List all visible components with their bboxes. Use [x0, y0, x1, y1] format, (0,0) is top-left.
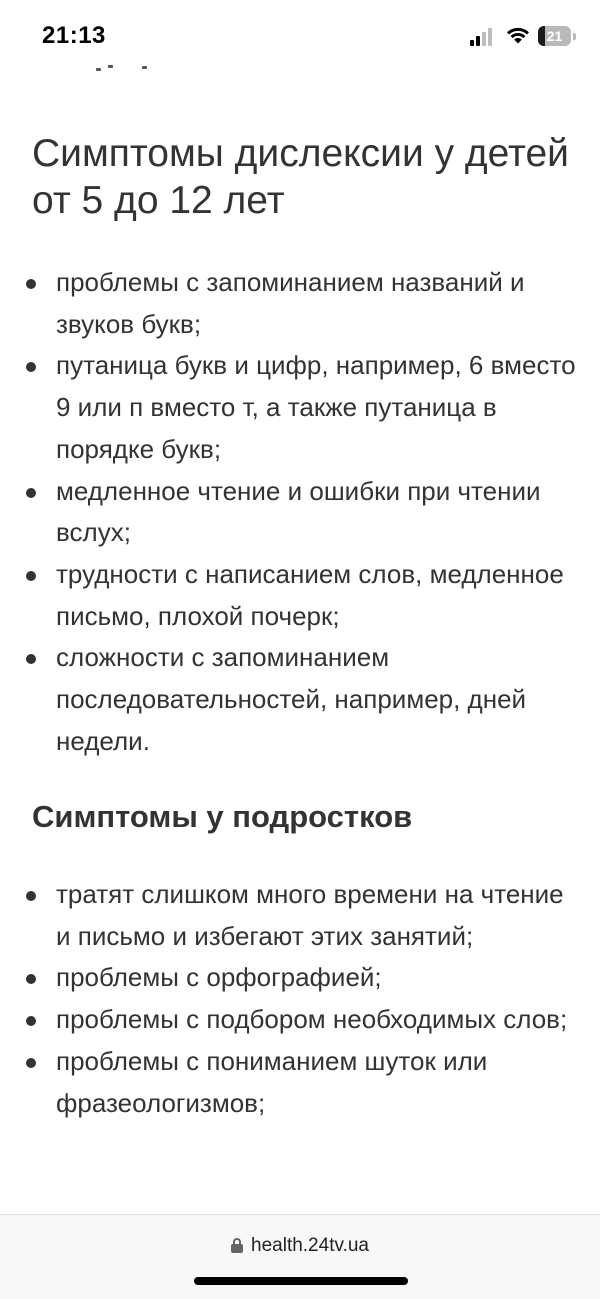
teen-symptoms-list — [0, 874, 600, 1124]
bullet-icon — [26, 891, 36, 901]
list-item — [0, 471, 600, 554]
list-item — [0, 345, 600, 470]
wifi-icon — [505, 25, 531, 45]
bullet-icon — [26, 654, 36, 664]
lock-icon — [231, 1238, 243, 1252]
teen-section-heading: Симптомы у подростков — [32, 799, 413, 834]
bullet-icon — [26, 974, 36, 984]
bullet-icon — [26, 279, 36, 289]
battery-icon — [538, 26, 576, 46]
bullet-icon — [26, 488, 36, 498]
signal-bar — [488, 28, 492, 46]
list-item — [0, 262, 600, 345]
home-indicator[interactable] — [194, 1277, 408, 1285]
list-item-text: сложности с запоминанием последовательностей, например, дней недели. — [56, 642, 527, 756]
status-bar — [0, 0, 600, 72]
browser-address-bar[interactable] — [0, 1214, 600, 1299]
list-item — [0, 957, 600, 999]
cut-off-text-fragment — [96, 62, 156, 72]
url-text[interactable]: health.24tv.ua — [251, 1235, 369, 1256]
bullet-icon — [26, 571, 36, 581]
url-display[interactable] — [0, 1235, 600, 1257]
list-item-text: тратят слишком много времени на чтение и письмо и избегают этих занятий; — [56, 879, 564, 951]
signal-bar — [476, 36, 480, 46]
list-item-text: проблемы с пониманием шуток или фразеологизмов; — [56, 1045, 488, 1118]
bullet-icon — [26, 362, 36, 372]
list-item-text: путаница букв и цифр, например, 6 вместо 9 или п вместо т, а также путаница в порядке букв; — [56, 350, 576, 464]
bullet-icon — [26, 1016, 36, 1026]
list-item-text: проблемы с запоминанием названий и звуков букв; — [56, 267, 525, 339]
list-item-text: медленное чтение и ошибки при чтении вслух; — [56, 475, 541, 548]
list-item — [0, 1041, 600, 1124]
battery-level: 21 — [546, 28, 563, 44]
signal-bar — [482, 32, 486, 46]
article-heading: Симптомы дислексии у детей от 5 до 12 лет — [32, 132, 569, 222]
signal-icon — [470, 28, 496, 46]
list-item — [0, 637, 600, 762]
signal-bar — [470, 40, 474, 46]
bullet-icon — [26, 1058, 36, 1068]
list-item — [0, 874, 600, 957]
list-item-text: проблемы с подбором необходимых слов; — [56, 1004, 568, 1035]
status-time: 21:13 — [42, 22, 106, 49]
list-item-text: проблемы с орфографией; — [56, 962, 382, 993]
list-item-text: трудности с написанием слов, медленное письмо, плохой почерк; — [56, 558, 564, 631]
children-symptoms-list — [0, 262, 600, 762]
list-item — [0, 554, 600, 637]
list-item — [0, 999, 600, 1041]
